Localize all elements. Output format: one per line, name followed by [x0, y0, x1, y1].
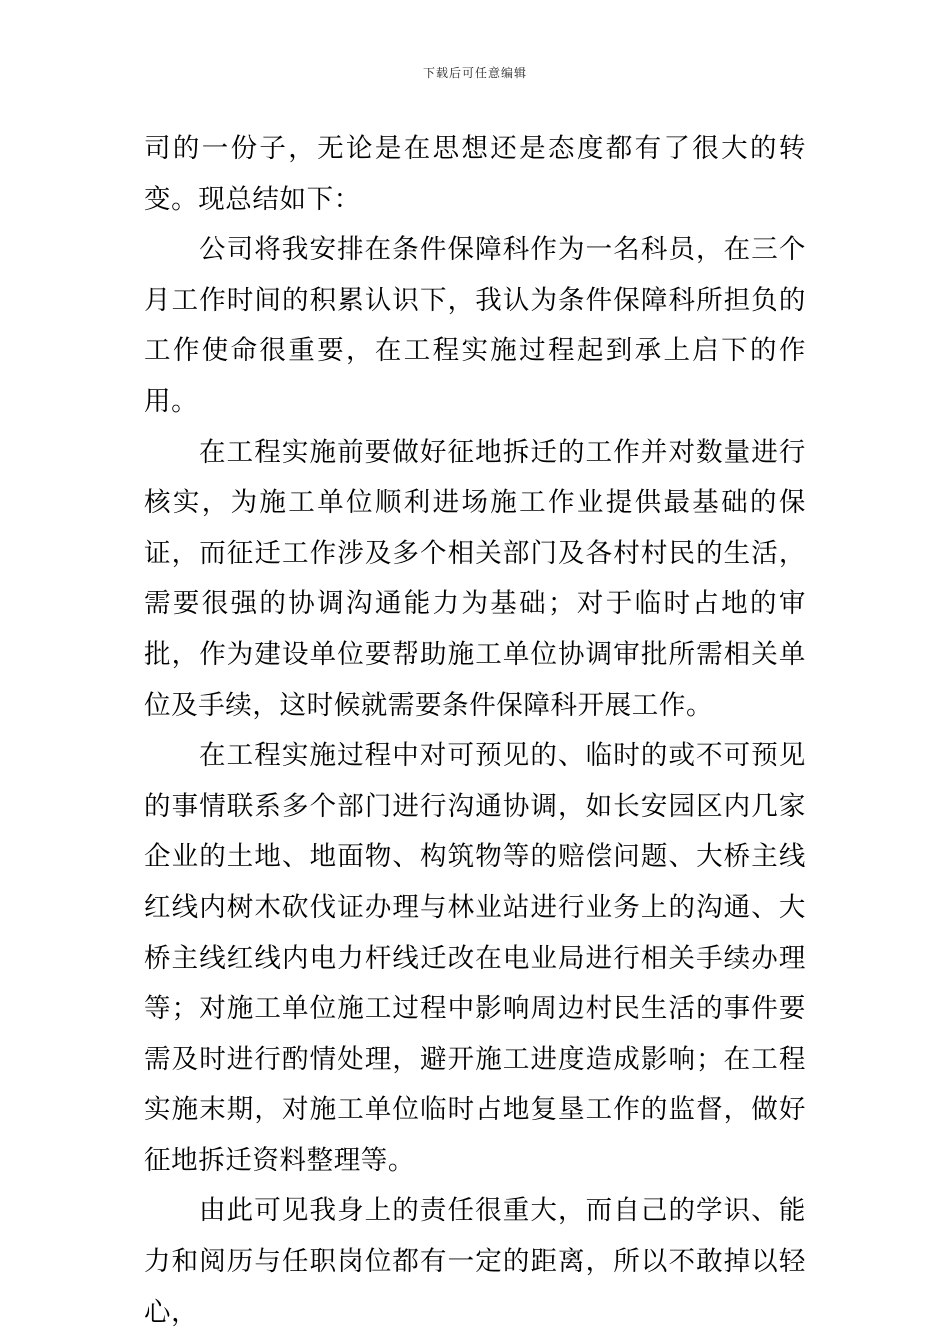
paragraph-continuation: 司的一份子，无论是在思想还是态度都有了很大的转变。现总结如下：	[144, 133, 806, 215]
document-body	[144, 124, 806, 1338]
paragraph-during-construction: 在工程实施过程中对可预见的、临时的或不可预见的事情联系多个部门进行沟通协调，如长安园区内几家企业的土地、地面物、构筑物等的赔偿问题、大桥主线红线内树木砍伐证办理与林业站进行业务上的沟通、大桥主线红线内电力杆线迁改在电业局进行相关手续办理等；对施工单位施工过程中影响周边村民生活的事件要需及时进行酌情处理，避开施工进度造成影响；在工程实施末期，对施工单位临时占地复垦工作的监督，做好征地拆迁资料整理等。	[144, 740, 806, 1176]
paragraph-pre-construction: 在工程实施前要做好征地拆迁的工作并对数量进行核实，为施工单位顺利进场施工作业提供最基础的保证，而征迁工作涉及多个相关部门及各村村民的生活，需要很强的协调沟通能力为基础；对于临时占地的审批，作为建设单位要帮助施工单位协调审批所需相关单位及手续，这时候就需要条件保障科开展工作。	[144, 436, 806, 721]
paragraph-responsibility: 由此可见我身上的责任很重大，而自己的学识、能力和阅历与任职岗位都有一定的距离，所以不敢掉以轻心，	[144, 1195, 806, 1328]
page-header-note: 下载后可任意编辑	[422, 66, 527, 80]
paragraph-role-assignment: 公司将我安排在条件保障科作为一名科员，在三个月工作时间的积累认识下，我认为条件保障科所担负的工作使命很重要，在工程实施过程起到承上启下的作用。	[144, 234, 806, 417]
